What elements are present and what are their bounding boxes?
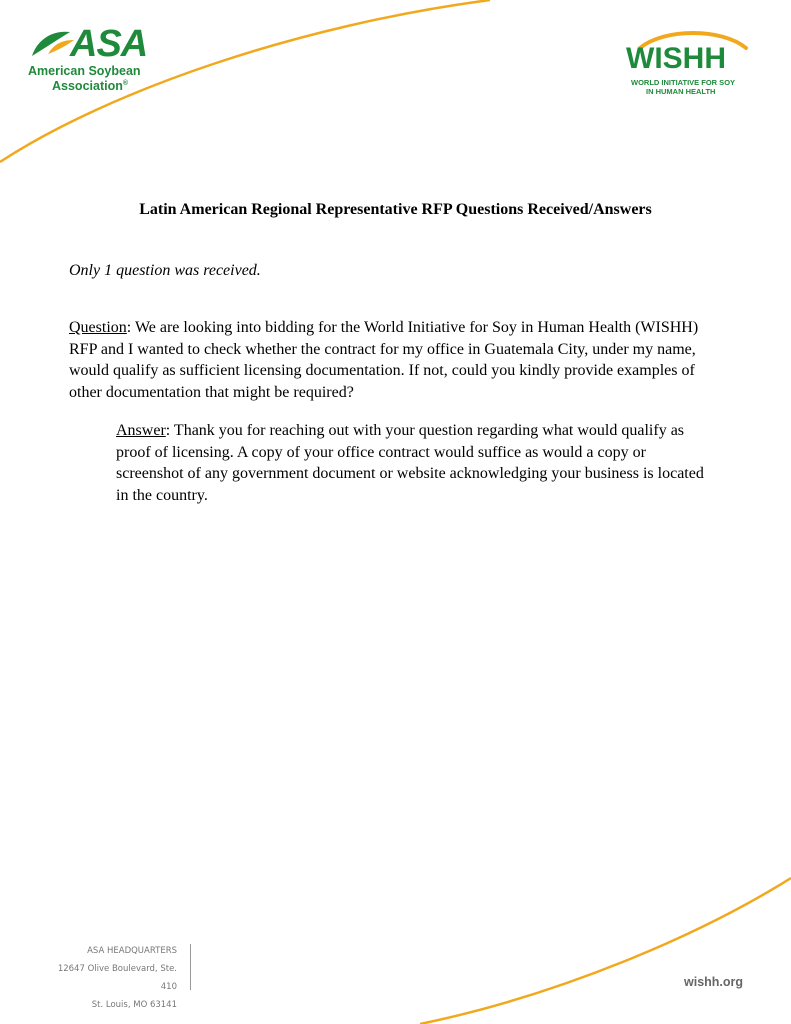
question-text: : We are looking into bidding for the World Initiative for Soy in Human Health (WISHH) RFP and I wanted to check whether the contract for my office in Guatemala City, under my name, would qualify as sufficient licensing documentation. If not, could you kindly provide examples of other documentation that might be required? — [69, 319, 699, 401]
asa-name-line2 — [52, 77, 128, 93]
wishh-acronym: WISHH — [626, 42, 726, 75]
document-title: Latin American Regional Representative RFP Questions Received/Answers — [139, 201, 652, 218]
questions-note: Only 1 question was received. — [69, 262, 261, 279]
wishh-logo — [624, 26, 764, 106]
footer-website: wishh.org — [684, 975, 744, 989]
asa-acronym: ASA — [70, 23, 148, 65]
answer-paragraph — [116, 420, 706, 506]
soybean-leaf-icon — [30, 28, 74, 58]
bottom-gold-curve — [420, 878, 791, 1024]
address-line1: 12647 Olive Boulevard, Ste. 410 — [57, 964, 177, 992]
footer-divider — [190, 944, 191, 990]
answer-label: Answer — [116, 422, 166, 439]
asa-name-association: Association — [52, 79, 123, 94]
address-line2: St. Louis, MO 63141 — [91, 1000, 177, 1010]
question-label: Question — [69, 319, 127, 336]
asa-name-line1: American Soybean — [28, 64, 141, 78]
wishh-subtitle-line2: IN HUMAN HEALTH — [646, 87, 716, 96]
hq-label: ASA HEADQUARTERS — [87, 946, 177, 956]
answer-text: : Thank you for reaching out with your question regarding what would qualify as proof of licensing. A copy of your office contract would suffice as would a copy or screenshot of any government document or website acknowledging your business is located in the country. — [116, 422, 704, 504]
question-paragraph — [69, 317, 719, 403]
wishh-subtitle-line1: WORLD INITIATIVE FOR SOY — [631, 78, 736, 87]
registered-mark: ® — [122, 80, 129, 87]
asa-logo — [26, 24, 156, 92]
footer-address — [40, 942, 177, 1014]
